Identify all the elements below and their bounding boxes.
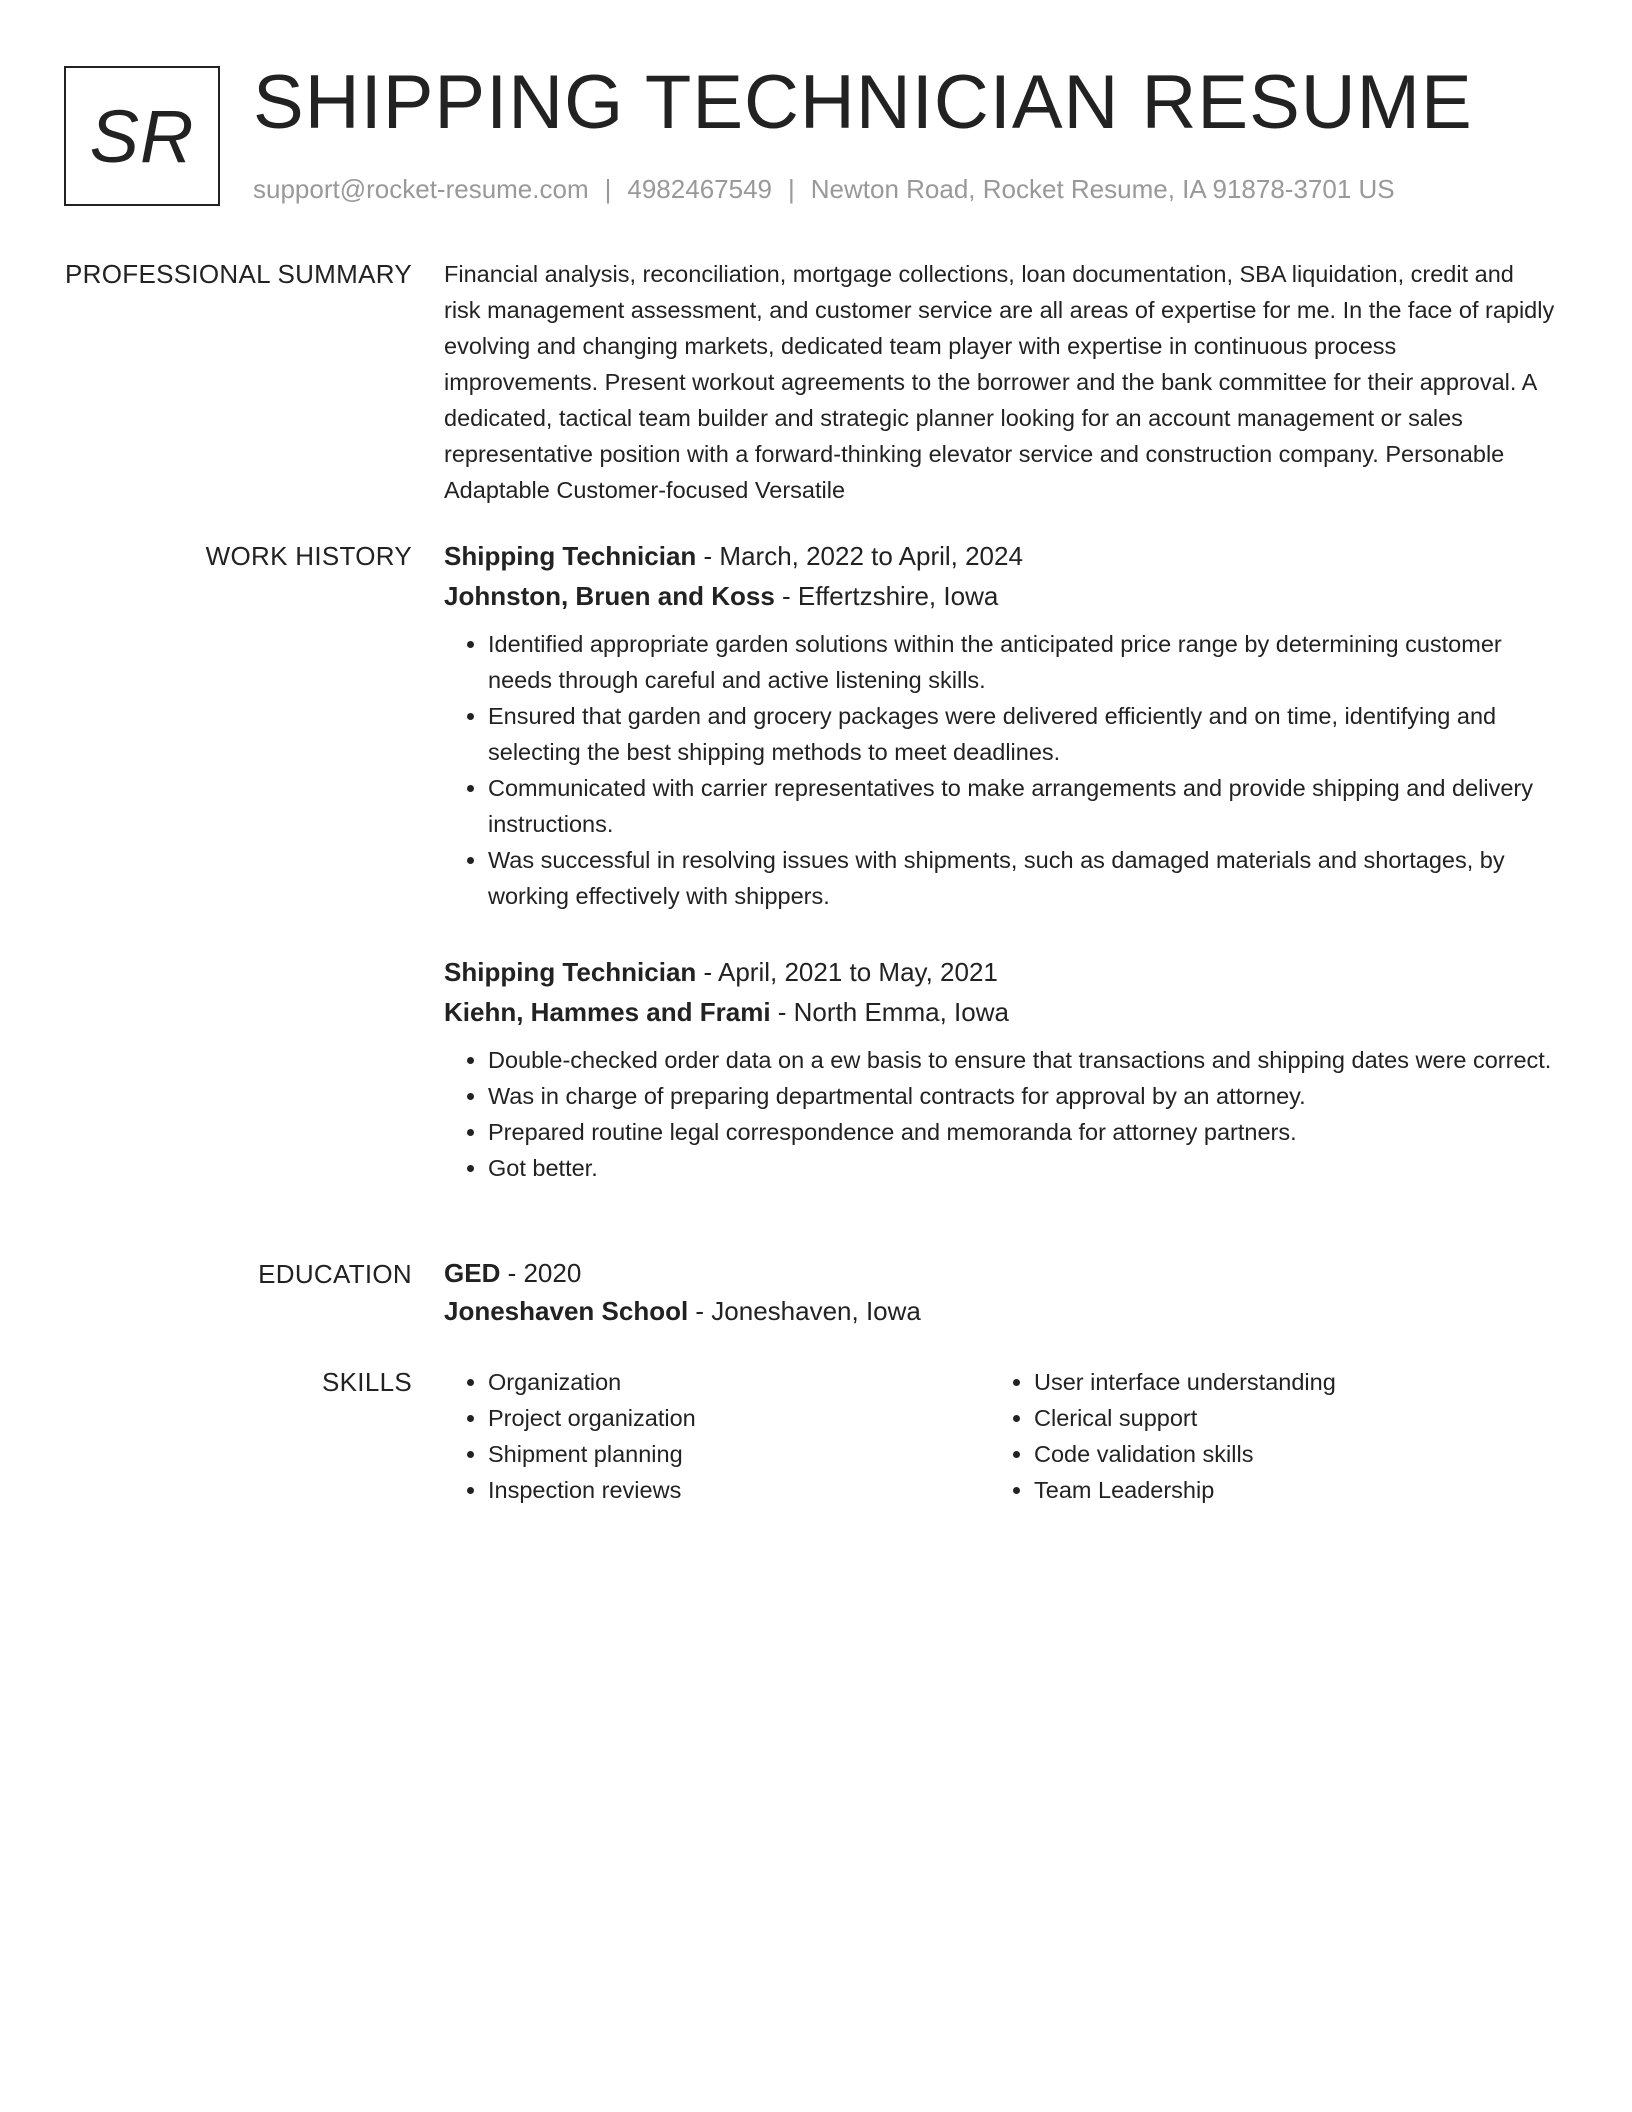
job-duties-list (444, 1042, 1556, 1186)
job-dates: - April, 2021 to May, 2021 (696, 957, 998, 987)
contact-address: Newton Road, Rocket Resume, IA 91878-3701 US (810, 174, 1395, 204)
education-degree: GED (444, 1258, 501, 1288)
skill-item: • Code validation skills (1034, 1436, 1536, 1472)
summary-body (444, 256, 1556, 508)
summary-heading: PROFESSIONAL SUMMARY (65, 259, 412, 289)
job-dates: - March, 2022 to April, 2024 (696, 541, 1023, 571)
job-duty: • Was in charge of preparing departmental contracts for approval by an attorney. (488, 1078, 1556, 1114)
job-location: - Effertzshire, Iowa (774, 581, 999, 611)
job-location: - North Emma, Iowa (770, 997, 1009, 1027)
job-title-line (444, 536, 1556, 576)
job-duty: • Was successful in resolving issues with shipments, such as damaged materials and shortages, by working effectively with shippers. (488, 842, 1556, 914)
skill-item: • Shipment planning (488, 1436, 990, 1472)
skills-heading: SKILLS (322, 1367, 412, 1397)
skill-item: • Project organization (488, 1400, 990, 1436)
skills-list (444, 1364, 990, 1508)
job-duty: • Identified appropriate garden solutions within the anticipated price range by determining customer needs through careful and active listening skills. (488, 626, 1556, 698)
job-duty: • Ensured that garden and grocery packages were delivered efficiently and on time, identifying and selecting the best shipping methods to meet deadlines. (488, 698, 1556, 770)
summary-text: Financial analysis, reconciliation, mortgage collections, loan documentation, SBA liquidation, credit and risk management assessment, and customer service are all areas of expertise for me. In the face of rapidly evolving and changing markets, dedicated team player with expertise in continuous process improvements. Present workout agreements to the borrower and the bank committee for their approval. A dedicated, tactical team builder and strategic planner looking for an account management or sales representative position with a forward-thinking elevator service and construction company. Personable Adaptable Customer-focused Versatile (444, 261, 1555, 503)
job-duty: • Prepared routine legal correspondence and memoranda for attorney partners. (488, 1114, 1556, 1150)
job-entry (444, 536, 1556, 914)
job-company: Kiehn, Hammes and Frami (444, 997, 771, 1027)
work-history-body (444, 536, 1556, 1186)
education-heading: EDUCATION (258, 1259, 412, 1289)
skills-body (444, 1364, 1556, 1508)
contact-separator: | (604, 174, 612, 204)
job-duty: • Communicated with carrier representatives to make arrangements and provide shipping and delivery instructions. (488, 770, 1556, 842)
skills-list (990, 1364, 1536, 1508)
education-year: - 2020 (500, 1258, 582, 1288)
job-duty: • Got better. (488, 1150, 1556, 1186)
skill-item: • Organization (488, 1364, 990, 1400)
education-school-line (444, 1292, 1556, 1330)
skills-column-right (990, 1364, 1536, 1508)
job-title: Shipping Technician (444, 541, 697, 571)
job-title: Shipping Technician (444, 957, 697, 987)
skills-column-left (444, 1364, 990, 1508)
contact-line (253, 172, 1395, 206)
contact-separator: | (788, 174, 795, 204)
job-duties-list (444, 626, 1556, 914)
education-location: - Joneshaven, Iowa (688, 1296, 921, 1326)
job-entry (444, 952, 1556, 1186)
skill-item: • Clerical support (1034, 1400, 1536, 1436)
job-duty: • Double-checked order data on a ew basis to ensure that transactions and shipping dates were correct. (488, 1042, 1556, 1078)
contact-phone: 4982467549 (627, 174, 772, 204)
job-title-line (444, 952, 1556, 992)
education-degree-line (444, 1254, 1556, 1292)
job-company-line (444, 576, 1556, 616)
job-company-line (444, 992, 1556, 1032)
skills-grid (444, 1364, 1556, 1508)
education-body (444, 1254, 1556, 1330)
contact-email: support@rocket-resume.com (253, 174, 589, 204)
monogram-logo: SR (64, 66, 220, 206)
work-history-heading: WORK HISTORY (205, 541, 412, 571)
job-company: Johnston, Bruen and Koss (444, 581, 775, 611)
resume-title: SHIPPING TECHNICIAN RESUME (253, 60, 1473, 145)
education-school: Joneshaven School (444, 1296, 689, 1326)
skill-item: • User interface understanding (1034, 1364, 1536, 1400)
skill-item: • Team Leadership (1034, 1472, 1536, 1508)
skill-item: • Inspection reviews (488, 1472, 990, 1508)
